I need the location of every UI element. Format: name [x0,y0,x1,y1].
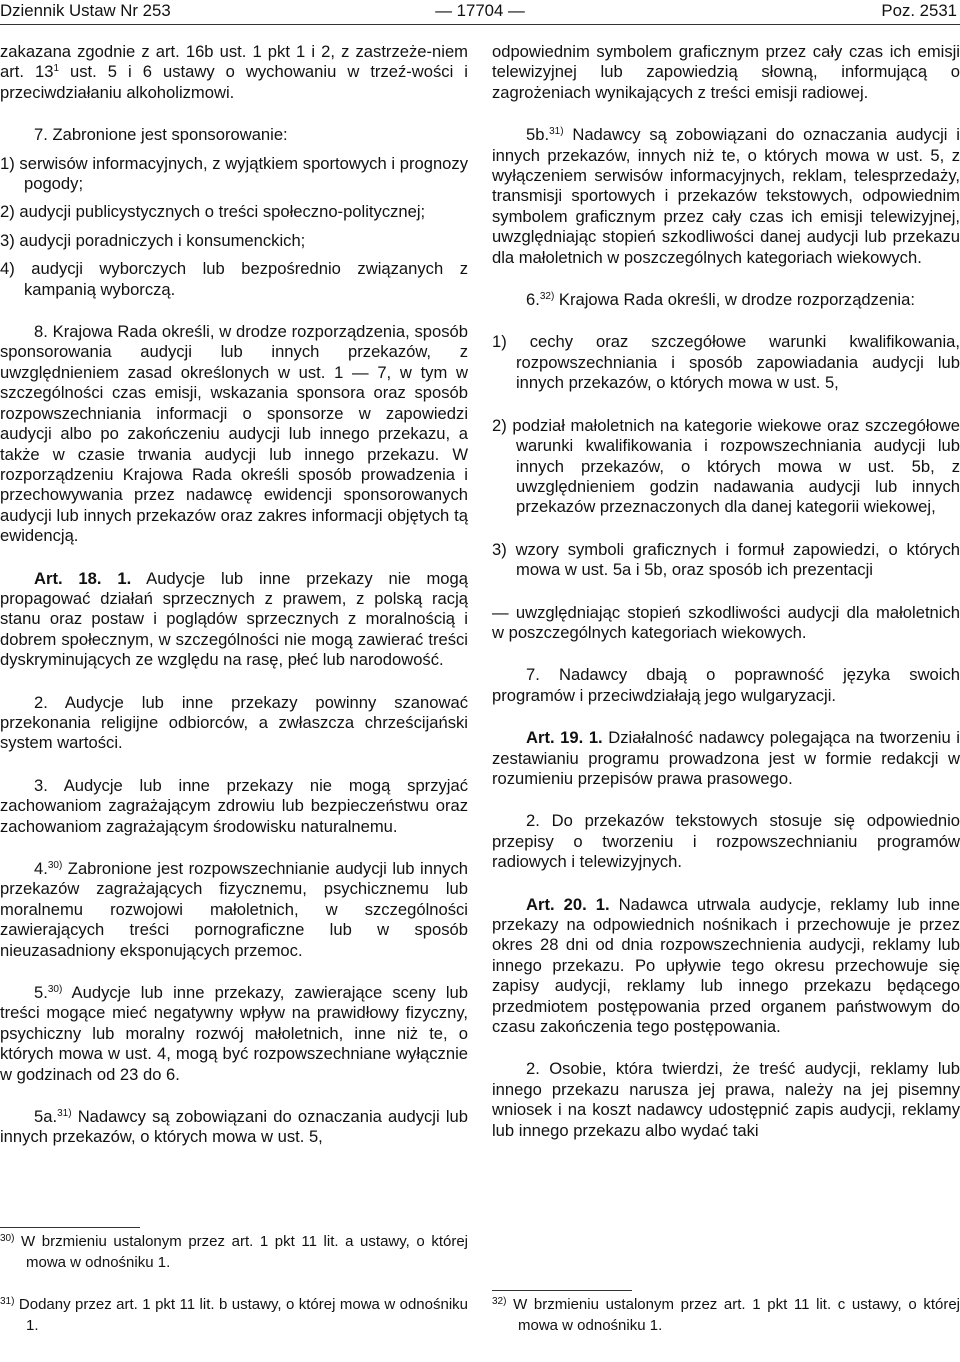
text: zakazana zgodnie z art. 16b ust. 1 pkt 1 i 2, z zastrzeże-niem art. 13 [0,42,468,82]
footnote-30 [0,1232,468,1273]
list-item-1: 1) serwisów informacyjnych, z wyjątkiem sportowych i prognozy pogody; [0,153,468,194]
paragraph-4 [0,859,468,961]
footnote-32 [492,1295,960,1336]
footnote-ref: 31) [57,1108,72,1120]
text: W brzmieniu ustalonym przez art. 1 pkt 11 lit. a ustawy, o której mowa w odnośniku 1. [14,1233,468,1271]
paragraph-5a [0,1107,468,1148]
paragraph-6 [492,290,960,310]
paragraph-2: 2. Audycje lub inne przekazy powinny szanować przekonania religijne odbiorców, a zwłaszcza chrześcijański system wartości. [0,692,468,753]
text: Audycje lub inne przekazy, zawierające sceny lub treści mogące mieć negatywny wpływ na prawidłowy fizyczny, psychiczny lub moralny rozwój małoletnich, inne niż te, o których mowa w ust. 4, mogą być rozpowszechniane wyłącznie w godzinach od 23 do 6. [0,983,468,1084]
article-19-paragraph-2: 2. Do przekazów tekstowych stosuje się odpowiednio przepisy o tworzeniu i rozpowszechnianiu programów radiowych i telewizyjnych. [492,811,960,872]
article-label: Art. 20. 1. [526,894,610,914]
footnote-ref: 32) [539,291,555,303]
footnote-rule [0,1227,140,1228]
dash-conclusion: — uwzględniając stopień szkodliwości audycji dla małoletnich w poszczególnych kategoriach wiekowych. [492,602,960,642]
page-header [0,0,960,30]
footnote-ref: 30) [47,984,63,996]
article-label: Art. 19. 1. [526,728,603,748]
article-20-paragraph-2: 2. Osobie, która twierdzi, że treść audycji, reklamy lub innego przekazu narusza jej prawa, należy na jej pisemny wniosek i na koszt nadawcy udostępnić zapis audycji, reklamy lub innego przekazu albo wydać taki [492,1059,960,1140]
text: 4. [34,859,48,878]
text: Audycje lub inne przekazy nie mogą propagować działań sprzecznych z prawem, z polską racją stanu oraz postaw i poglądów sprzecznych z moralnością i dobrem społecznym, w szczególności nie mogą zawierać treści dyskryminujących ze względu na rasę, płeć lub narodowość. [0,568,468,670]
footnote-rule [492,1290,632,1291]
list-item-2: 2) audycji publicystycznych o treści społeczno-politycznej; [0,202,426,222]
list-item-4: 4) audycji wyborczych lub bezpośrednio związanych z kampanią wyborczą. [0,259,468,299]
footnotes [492,1290,960,1358]
header-rule [0,24,960,25]
paragraph-8: 8. Krajowa Rada określi, w drodze rozporządzenia, sposób sponsorowania audycji lub innych przekazów, z uwzględnieniem zasad określonych w ust. 1 — 7, w tym w szczególności czas emisji, wskazania sponsora oraz sposób rozpowszechniania informacji o sponsorze w zapowiedzi audycji albo po zakończeniu audycji lub innego przekazu, a także w czasie trwania audycji lub innego przekazu. W rozporządzeniu Krajowa Rada określi sposób prowadzenia i przechowywania przez nadawcę ewidencji sponsorowanych audycji lub innych przekazów oraz zakres informacji objętych tą ewidencją. [0,322,468,546]
text: 5a. [34,1107,58,1127]
text: Działalność nadawcy polegająca na tworzeniu i zestawianiu programu prowadzona jest w formie redakcji w rozumieniu przepisów prawa prasowego. [492,728,960,788]
text: Dodany przez art. 1 pkt 11 lit. b ustawy, o której mowa w odnośniku 1. [14,1296,468,1334]
paragraph-5b [492,125,960,268]
article-label: Art. 18. 1. [34,568,132,588]
text: Zabronione jest rozpowszechnianie audycji lub innych przekazów zagrażających fizycznemu, psychicznemu lub moralnemu rozwojowi małoletnich, w szczególności zawierających treści pornograficzne lub w sposób nieuzasadniony eksponujących przemoc. [0,859,468,960]
article-19 [492,728,960,789]
list-item-3: 3) audycji poradniczych i konsumenckich; [0,230,306,250]
list-item-2: 2) podział małoletnich na kategorie wiekowe oraz szczegółowe warunki kwalifikowania i rozpowszechniania audycji lub innych przekazów, o których mowa w ust. 5b, z uwzględnieniem godzin nadawania audycji lub innych przekazów przeznaczonych dla danej kategorii wiekowej, [492,415,960,517]
text: 5. [34,983,48,1003]
footnote-31 [0,1295,468,1336]
list-item-1: 1) cechy oraz szczegółowe warunki kwalifikowania, rozpowszechniania i sposób zapowiadania audycji lub innych przekazów, o których mowa w ust. 5, [492,332,960,393]
journal-title: Dziennik Ustaw Nr 253 [0,1,171,20]
article-18 [0,569,468,671]
footnote-number: 31) [0,1296,15,1308]
paragraph-7: 7. Nadawcy dbają o poprawność języka swoich programów i przeciwdziałają jego wulgaryzacji. [492,665,960,705]
right-column [492,42,960,1358]
paragraph-3: 3. Audycje lub inne przekazy nie mogą sprzyjać zachowaniom zagrażającym zdrowiu lub bezpieczeństwu oraz zachowaniom zagrażającym środowisku naturalnemu. [0,775,468,836]
text: Nadawcy są zobowiązani do oznaczania audycji i innych przekazów, innych niż te, o których mowa w ust. 5, z wyłączeniem serwisów informacyjnych, reklam, telesprzedaży, transmisji sportowych i przekazów tekstowych, odpowiednim symbolem graficznym przez cały czas ich emisji telewizyjnej, uwzględniając stopień szkodliwości danej audycji lub przekazu dla małoletnich w poszczególnych kategoriach wiekowych. [492,125,960,267]
text: Nadawcy są zobowiązani do oznaczania audycji lub innych przekazów, o których mowa w ust. 5, [0,1107,468,1147]
paragraph-continuation: odpowiednim symbolem graficznym przez cały czas ich emisji telewizyjnej lub zapowiedzią słowną, informującą o zagrożeniach wynikających z treści emisji radiowej. [492,42,960,102]
paragraph-5 [0,983,468,1085]
footnote-number: 30) [0,1233,15,1245]
text: 6. [526,290,540,310]
text: ust. 5 i 6 ustawy o wychowaniu w trzeź-wości i przeciwdziałaniu alkoholizmowi. [0,62,468,102]
superscript: 1 [53,63,60,75]
footnotes [0,1227,468,1358]
text: 5b. [526,125,550,145]
footnote-number: 32) [492,1296,507,1308]
left-column [0,42,468,1358]
text: Krajowa Rada określi, w drodze rozporządzenia: [554,290,915,310]
footnote-ref: 31) [549,126,564,138]
article-20 [492,895,960,1038]
text: Nadawca utrwala audycje, reklamy lub inne przekazy na odpowiednich nośnikach i przechowuje je przez okres 28 dni od dnia rozpowszechnienia audycji, reklamy lub innego przekazu. Po upływie tego okresu przechowuje się zapisy audycji, reklamy lub innego przekazu będącego przedmiotem postępowania przed organem państwowym do czasu zakończenia tego postępowania. [492,894,960,1037]
paragraph-7: 7. Zabronione jest sponsorowanie: [34,125,288,145]
list-item-3: 3) wzory symboli graficznych i formuł zapowiedzi, o których mowa w ust. 5a i 5b, oraz sposób ich prezentacji [492,539,960,580]
text: W brzmieniu ustalonym przez art. 1 pkt 11 lit. c ustawy, o której mowa w odnośniku 1. [506,1296,960,1334]
footnote-ref: 30) [47,860,63,871]
paragraph-continuation [0,42,468,103]
page-number: — 17704 — [435,1,525,20]
position-number: Poz. 2531 [881,1,957,20]
